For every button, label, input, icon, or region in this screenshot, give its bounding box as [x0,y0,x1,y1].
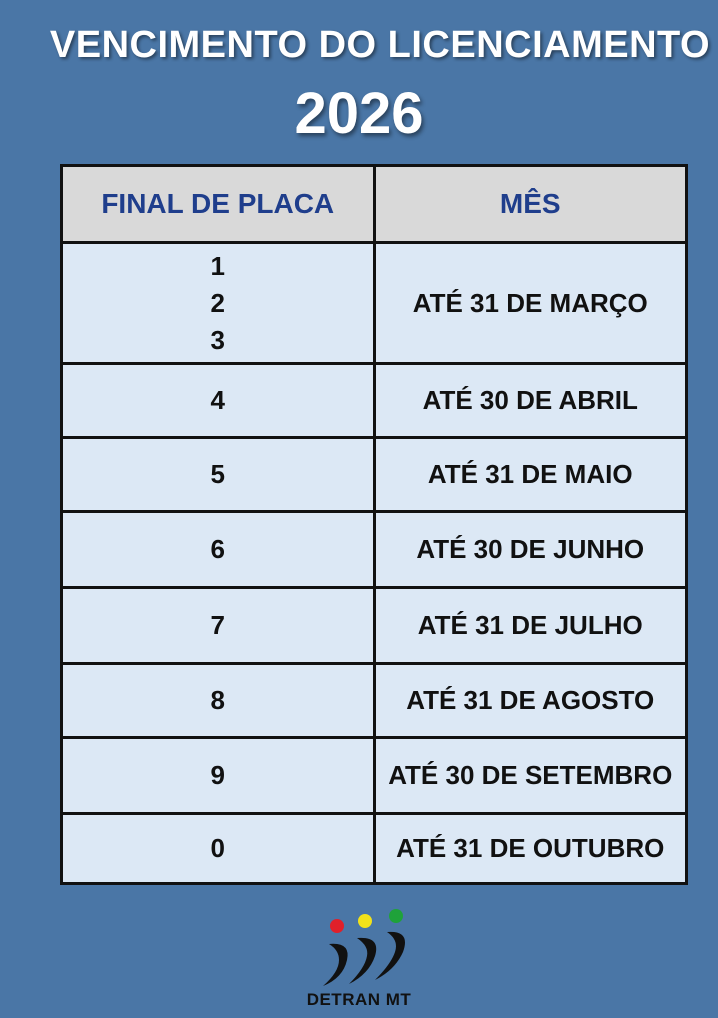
detran-logo-mark [309,906,409,990]
plate-cell: 9 [62,738,375,814]
logo-figure-right [375,932,405,980]
logo-dot-yellow [358,914,372,928]
table-row [62,738,687,814]
logo-dot-red [330,919,344,933]
deadline-cell: ATÉ 31 DE OUTUBRO [374,814,687,884]
deadline-cell: ATÉ 31 DE MAIO [374,438,687,512]
logo-dot-green [389,909,403,923]
licensing-schedule-table [60,164,688,885]
table-row [62,588,687,664]
plate-cell: 0 [62,814,375,884]
deadline-cell: ATÉ 31 DE JULHO [374,588,687,664]
deadline-cell: ATÉ 30 DE JUNHO [374,512,687,588]
plate-digit: 2 [210,287,225,318]
plate-cell [62,243,375,364]
plate-cell: 5 [62,438,375,512]
header-plate-ending: FINAL DE PLACA [62,166,375,243]
table-row [62,364,687,438]
table-row [62,512,687,588]
logo-figure-left [323,944,348,986]
table-row [62,438,687,512]
table-row [62,814,687,884]
logo-caption: DETRAN MT [306,990,412,1009]
table-row [62,664,687,738]
deadline-cell: ATÉ 30 DE ABRIL [374,364,687,438]
year-heading: 2026 [294,81,424,146]
deadline-cell: ATÉ 31 DE AGOSTO [374,664,687,738]
plate-cell: 8 [62,664,375,738]
plate-digit: 3 [210,324,225,355]
deadline-cell: ATÉ 31 DE MARÇO [374,243,687,364]
plate-cell: 6 [62,512,375,588]
table-header-row [62,166,687,243]
plate-cell: 4 [62,364,375,438]
page-title: VENCIMENTO DO LICENCIAMENTO [49,24,711,66]
logo-figure-middle [349,938,376,984]
deadline-cell: ATÉ 30 DE SETEMBRO [374,738,687,814]
table-row [62,243,687,364]
header-month: MÊS [374,166,687,243]
plate-digit: 1 [210,250,225,281]
plate-cell: 7 [62,588,375,664]
